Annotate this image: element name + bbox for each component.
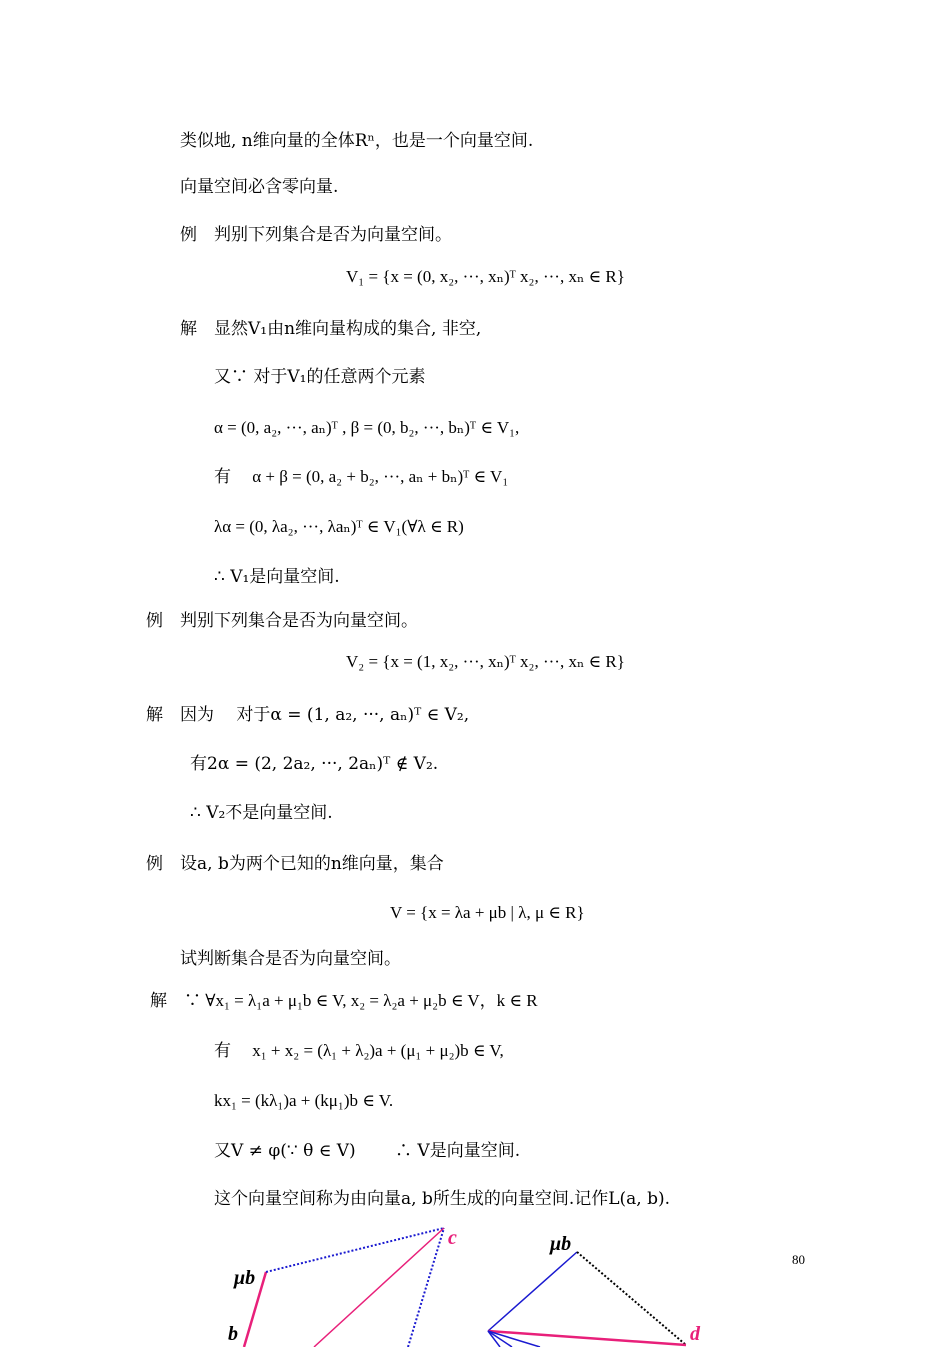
- text-line-2: 向量空间必含零向量.: [180, 177, 339, 197]
- conclusion-3: 又V ≠ φ(∵ θ ∈ V) ∴ V是向量空间.: [214, 1141, 521, 1161]
- formula-sum: 有 α + β = (0, a₂ + b₂, ···, aₙ + bₙ)ᵀ ∈ V₁: [214, 467, 509, 486]
- label-b: b: [228, 1323, 238, 1345]
- label-mub-left: μb: [234, 1267, 256, 1289]
- solution-line-2: 又∵ 对于V₁的任意两个元素: [214, 367, 426, 387]
- solution-2-line-1: 解 因为 对于α = (1, a₂, ···, aₙ)ᵀ ∈ V₂,: [146, 705, 470, 725]
- dotted-a-side: [408, 1228, 444, 1347]
- example-heading-3: 例 设a, b为两个已知的n维向量，集合: [146, 854, 444, 874]
- label-c: c: [448, 1227, 457, 1249]
- solution-3-line-1: 解 ∵ ∀x₁ = λ₁a + μ₁b ∈ V, x₂ = λ₂a + μ₂b ∈ V，k ∈ R: [150, 991, 538, 1010]
- example-heading-1: 例 判别下列集合是否为向量空间。: [180, 225, 452, 245]
- formula-v2: V₂ = {x = (1, x₂, ···, xₙ)ᵀ x₂, ···, xₙ ∈ R}: [346, 652, 625, 671]
- vector-d: [488, 1331, 686, 1345]
- vector-c: [314, 1228, 444, 1347]
- page-number: 80: [792, 1252, 805, 1267]
- example-heading-2: 例 判别下列集合是否为向量空间。: [146, 611, 418, 631]
- dotted-mub-to-d: [577, 1252, 686, 1345]
- solution-3-line-2: 有 x₁ + x₂ = (λ₁ + λ₂)a + (μ₁ + μ₂)b ∈ V,: [214, 1041, 504, 1060]
- conclusion-2: ∴ V₂不是向量空间.: [190, 803, 333, 823]
- definition-line: 这个向量空间称为由向量a, b所生成的向量空间.记作L(a, b).: [214, 1189, 671, 1209]
- vector-mub-right: [488, 1252, 577, 1331]
- label-mub-right: μb: [550, 1233, 572, 1255]
- formula-v1: V₁ = {x = (0, x₂, ···, xₙ)ᵀ x₂, ···, xₙ ∈ R}: [346, 267, 625, 286]
- label-d: d: [690, 1323, 700, 1345]
- dotted-mub-to-c: [266, 1228, 444, 1272]
- solution-2-line-2: 有2α = (2, 2a₂, ···, 2aₙ)ᵀ ∉ V₂.: [190, 754, 439, 774]
- formula-scalar: λα = (0, λa₂, ···, λaₙ)ᵀ ∈ V₁(∀λ ∈ R): [214, 517, 464, 536]
- question-line: 试判断集合是否为向量空间。: [180, 949, 401, 969]
- formula-v: V = {x = λa + μb | λ, μ ∈ R}: [390, 903, 585, 922]
- text-line-1: 类似地, n维向量的全体Rⁿ，也是一个向量空间.: [180, 131, 534, 151]
- conclusion-1: ∴ V₁是向量空间.: [214, 567, 340, 587]
- solution-line-1: 解 显然V₁由n维向量构成的集合, 非空,: [180, 319, 482, 339]
- solution-3-line-3: kx₁ = (kλ₁)a + (kμ₁)b ∈ V.: [214, 1091, 394, 1110]
- formula-alpha-beta: α = (0, a₂, ···, aₙ)ᵀ , β = (0, b₂, ···, bₙ)ᵀ ∈ V₁,: [214, 418, 520, 437]
